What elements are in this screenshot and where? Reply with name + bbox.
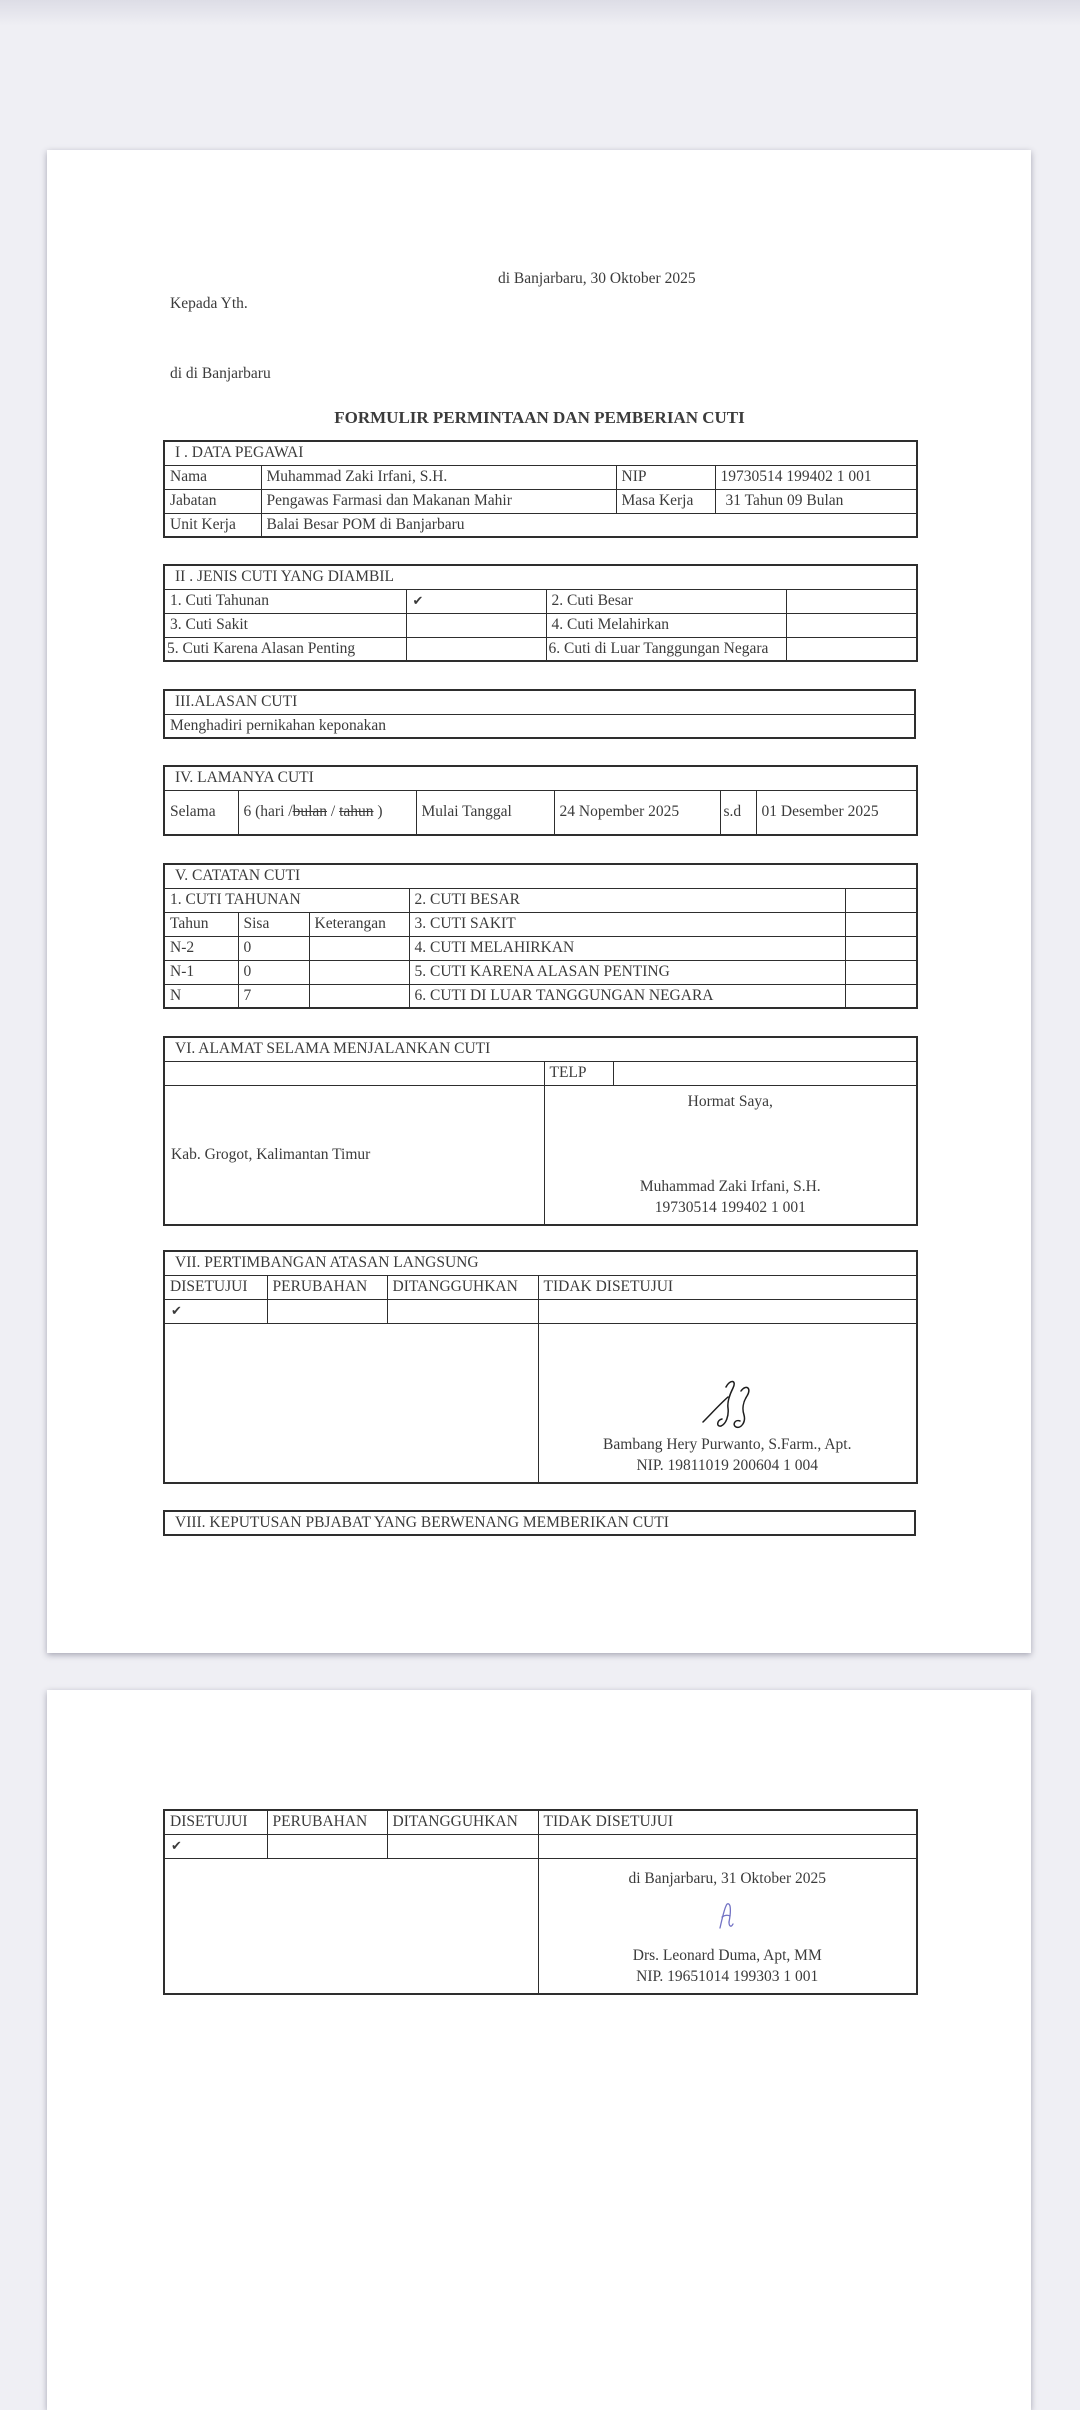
other-type-value [845,984,917,1008]
telp-value [613,1061,917,1085]
decision-place-date: di Banjarbaru, 31 Oktober 2025 [628,1869,827,1887]
col-disetujui: DISETUJUI [164,1275,267,1299]
check-icon: ✔ [164,1299,267,1323]
addressee-place: di di Banjarbaru [170,365,271,382]
check-cell [267,1834,387,1858]
sisa-n1: 0 [238,960,309,984]
official-signature-block [538,1858,917,1994]
jabatan-value: Pengawas Farmasi dan Makanan Mahir [261,489,616,513]
check-cell [538,1834,917,1858]
leave-type-label: 1. Cuti Tahunan [164,589,406,613]
other-type-value [845,888,917,912]
section-2-jenis-cuti [163,564,918,662]
check-cell [786,637,917,661]
unit-kerja-label: Unit Kerja [164,513,261,537]
official-empty-cell [164,1858,538,1994]
nama-label: Nama [164,465,261,489]
duration-prefix: 6 (hari / [243,803,293,821]
supervisor-signature-block [538,1323,917,1483]
applicant-signature-block [544,1085,917,1225]
section-2-header: II . JENIS CUTI YANG DIAMBIL [164,565,917,589]
check-icon: ✔ [406,589,546,613]
sisa-n: 7 [238,984,309,1008]
letter-place-date: di Banjarbaru, 30 Oktober 2025 [498,270,696,287]
other-type-label: 4. CUTI MELAHIRKAN [409,936,845,960]
address-header-cell [164,1061,544,1085]
keterangan-n2 [309,936,409,960]
section-5-catatan-cuti [163,863,918,1009]
col-disetujui: DISETUJUI [164,1810,267,1834]
check-cell [267,1299,387,1323]
leave-address: Kab. Grogot, Kalimantan Timur [164,1085,544,1225]
page-1 [47,150,1031,1653]
applicant-name: Muhammad Zaki Irfani, S.H. [639,1178,821,1195]
supervisor-nip: NIP. 19811019 200604 1 004 [636,1457,819,1474]
leave-type-label: 3. Cuti Sakit [164,613,406,637]
leave-type-label: 5. Cuti Karena Alasan Penting [164,637,406,661]
section-8-keputusan [163,1510,916,1536]
leave-type-label: 2. Cuti Besar [546,589,786,613]
keterangan-n1 [309,960,409,984]
tahun-n1: N-1 [164,960,238,984]
other-type-label: 3. CUTI SAKIT [409,912,845,936]
leave-type-label: 4. Cuti Melahirkan [546,613,786,637]
form-title: FORMULIR PERMINTAAN DAN PEMBERIAN CUTI [334,408,745,427]
start-date: 24 Nopember 2025 [554,790,720,835]
masa-kerja-label: Masa Kerja [616,489,715,513]
sd-label: s.d [720,790,756,835]
nip-label: NIP [616,465,715,489]
check-cell [786,589,917,613]
duration-value [238,790,416,835]
keterangan-n [309,984,409,1008]
other-type-label: 5. CUTI KARENA ALASAN PENTING [409,960,845,984]
col-tahun: Tahun [164,912,238,936]
mulai-tanggal-label: Mulai Tanggal [416,790,554,835]
col-sisa: Sisa [238,912,309,936]
sisa-n2: 0 [238,936,309,960]
section-4-lamanya-cuti [163,765,918,836]
other-type-value [845,960,917,984]
closing-text: Hormat Saya, [687,1092,773,1110]
section-8-header: VIII. KEPUTUSAN PBJABAT YANG BERWENANG MEMBERIKAN CUTI [164,1511,915,1535]
check-icon: ✔ [164,1834,267,1858]
end-date: 01 Desember 2025 [756,790,917,835]
section-1-header: I . DATA PEGAWAI [164,441,917,465]
check-cell [387,1834,538,1858]
section-3-alasan-cuti [163,689,916,739]
selama-label: Selama [164,790,238,835]
col-ditangguhkan: DITANGGUHKAN [387,1810,538,1834]
other-type-value [845,936,917,960]
col-keterangan: Keterangan [309,912,409,936]
section-5-header: V. CATATAN CUTI [164,864,917,888]
duration-separator: / [330,803,336,821]
top-shadow [0,0,1080,26]
check-cell [538,1299,917,1323]
supervisor-signature-icon [699,1376,755,1434]
check-cell [406,613,546,637]
official-signature-icon [716,1901,738,1933]
check-cell [406,637,546,661]
duration-struck-tahun: tahun [339,803,374,821]
applicant-nip: 19730514 199402 1 001 [654,1199,806,1216]
col-perubahan: PERUBAHAN [267,1810,387,1834]
duration-suffix: ) [377,803,383,821]
col-tidak-disetujui: TIDAK DISETUJUI [538,1810,917,1834]
tahun-n: N [164,984,238,1008]
leave-reason: Menghadiri pernikahan keponakan [164,714,915,738]
nama-value: Muhammad Zaki Irfani, S.H. [261,465,616,489]
col-ditangguhkan: DITANGGUHKAN [387,1275,538,1299]
col-perubahan: PERUBAHAN [267,1275,387,1299]
other-type-label: 6. CUTI DI LUAR TANGGUNGAN NEGARA [409,984,845,1008]
col-tidak-disetujui: TIDAK DISETUJUI [538,1275,917,1299]
salutation: Kepada Yth. [170,295,248,312]
other-type-value [845,912,917,936]
section-7-header: VII. PERTIMBANGAN ATASAN LANGSUNG [164,1251,917,1275]
section-1-data-pegawai [163,440,918,538]
nip-value: 19730514 199402 1 001 [715,465,917,489]
page-2 [47,1690,1031,2410]
telp-label: TELP [544,1061,613,1085]
tahun-n2: N-2 [164,936,238,960]
masa-kerja-value: 31 Tahun 09 Bulan [715,489,917,513]
section-7-pertimbangan [163,1250,918,1484]
supervisor-name: Bambang Hery Purwanto, S.Farm., Apt. [603,1436,852,1453]
page2-decision-table [163,1809,918,1995]
leave-type-label: 6. Cuti di Luar Tanggungan Negara [546,637,786,661]
official-nip: NIP. 19651014 199303 1 001 [636,1968,819,1985]
other-type-label: 2. CUTI BESAR [409,888,845,912]
check-cell [387,1299,538,1323]
duration-struck-bulan: bulan [292,803,328,821]
annual-leave-title: 1. CUTI TAHUNAN [164,888,409,912]
section-6-header: VI. ALAMAT SELAMA MENJALANKAN CUTI [164,1037,917,1061]
section-4-header: IV. LAMANYA CUTI [164,766,917,790]
official-name: Drs. Leonard Duma, Apt, MM [632,1947,822,1964]
section-6-alamat [163,1036,918,1226]
check-cell [786,613,917,637]
supervisor-empty-cell [164,1323,538,1483]
section-3-header: III.ALASAN CUTI [164,690,915,714]
jabatan-label: Jabatan [164,489,261,513]
unit-kerja-value: Balai Besar POM di Banjarbaru [261,513,917,537]
